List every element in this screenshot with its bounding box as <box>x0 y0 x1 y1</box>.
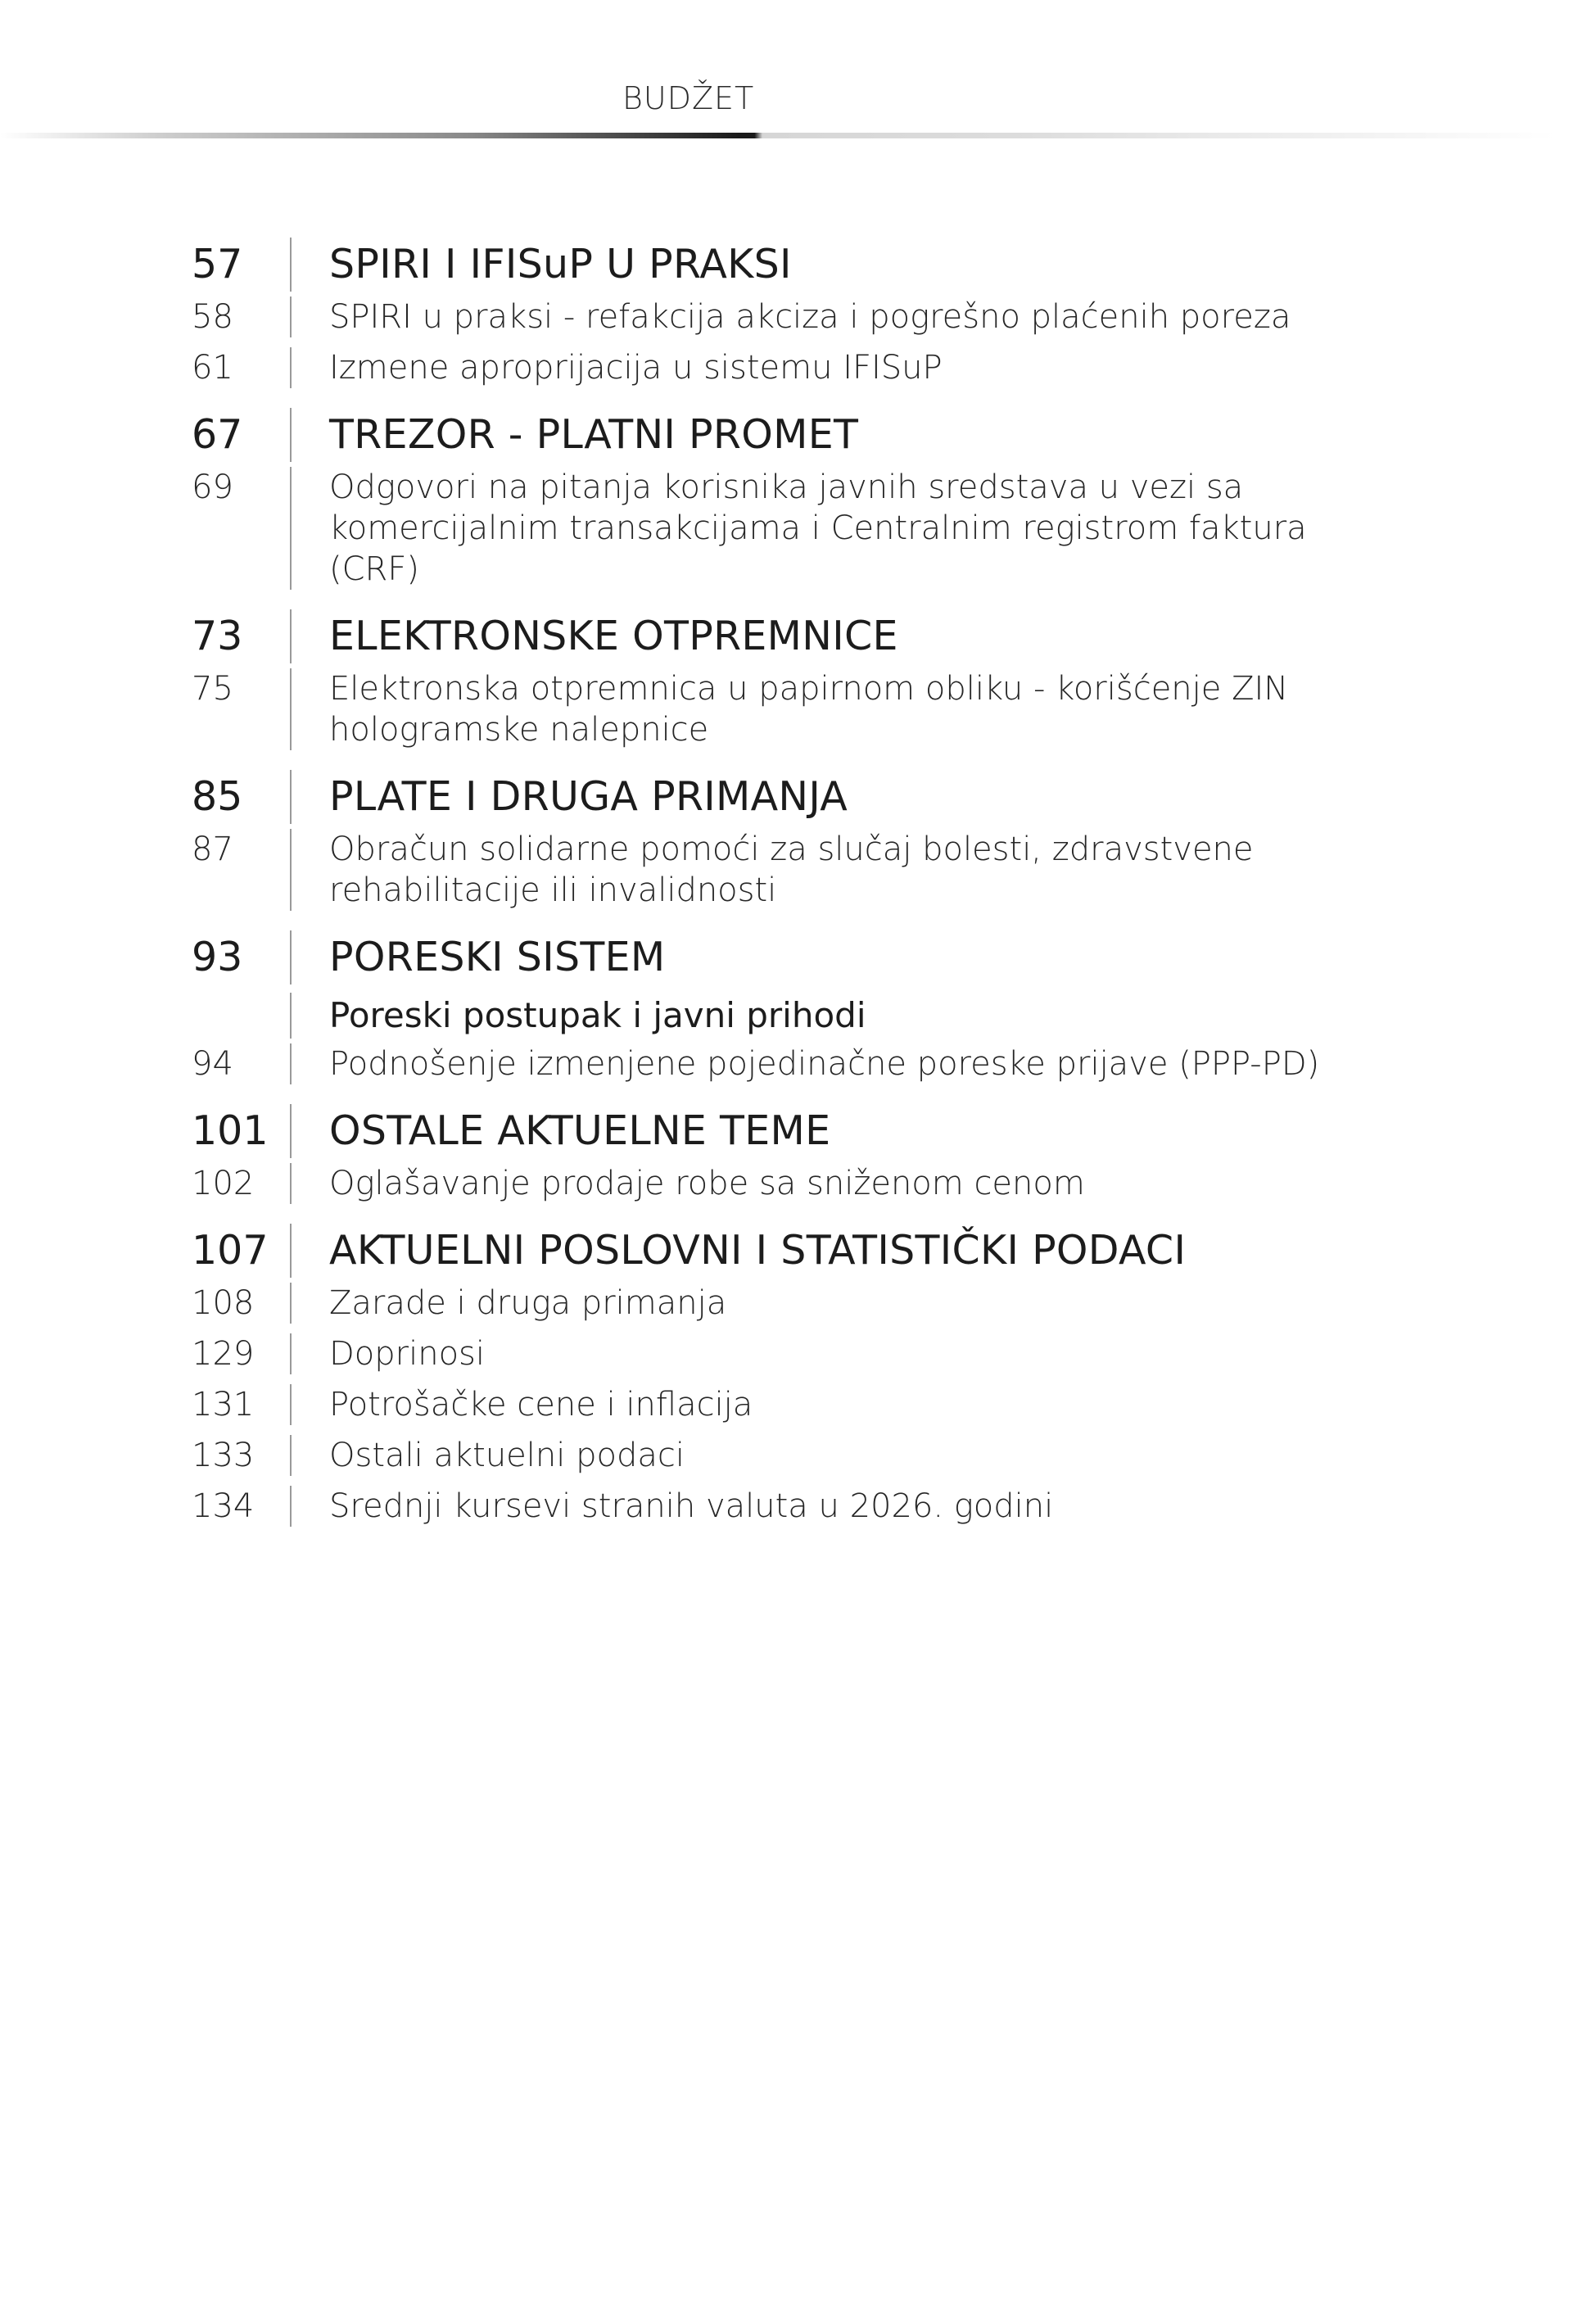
item-title: Podnošenje izmenjene pojedinačne poreske prijave (PPP-PD) <box>329 1045 1320 1083</box>
toc-item[interactable] <box>192 342 1404 393</box>
item-page-number: 108 <box>192 1284 255 1322</box>
column-separator <box>290 829 292 911</box>
item-title: Oglašavanje prodaje robe sa sniženom cenom <box>329 1165 1085 1202</box>
item-page-number: 129 <box>192 1335 255 1373</box>
column-separator <box>290 1043 292 1084</box>
toc-section <box>192 930 1404 1089</box>
page-header <box>0 0 1596 143</box>
toc-subheading <box>192 984 1404 1039</box>
item-title: Potrošačke cene i inflacija <box>329 1386 753 1424</box>
toc-item[interactable] <box>192 292 1404 342</box>
toc-section-heading[interactable] <box>192 408 1404 462</box>
header-title: BUDŽET <box>622 80 755 116</box>
toc-section <box>192 1104 1404 1209</box>
column-separator <box>290 1435 292 1476</box>
column-separator <box>290 296 292 337</box>
column-separator <box>290 347 292 388</box>
column-separator <box>290 1333 292 1374</box>
toc-item[interactable] <box>192 1481 1404 1532</box>
toc-section-heading[interactable] <box>192 238 1404 292</box>
toc-section-heading[interactable] <box>192 1104 1404 1158</box>
item-page-number: 134 <box>192 1487 255 1525</box>
item-page-number: 75 <box>192 670 233 708</box>
header-rule <box>0 133 1556 138</box>
column-separator <box>290 467 292 590</box>
section-page-number: 73 <box>192 613 243 659</box>
toc-item[interactable] <box>192 1328 1404 1379</box>
section-page-number: 101 <box>192 1107 269 1154</box>
toc-section <box>192 609 1404 755</box>
item-title: Odgovori na pitanja korisnika javnih sredstava u vezi sa komercijalnim transakcijama i Centralnim registrom faktura (CRF) <box>329 468 1307 588</box>
section-title: TREZOR - PLATNI PROMET <box>329 411 859 458</box>
column-separator <box>290 930 292 984</box>
toc-item[interactable] <box>192 462 1404 595</box>
section-page-number: 107 <box>192 1227 269 1274</box>
toc-section-heading[interactable] <box>192 770 1404 824</box>
toc-item[interactable] <box>192 663 1404 755</box>
item-page-number: 69 <box>192 468 233 506</box>
column-separator <box>290 1283 292 1324</box>
toc-item[interactable] <box>192 824 1404 916</box>
section-title: ELEKTRONSKE OTPREMNICE <box>329 613 898 659</box>
item-page-number: 102 <box>192 1165 255 1202</box>
item-page-number: 61 <box>192 349 233 387</box>
section-title: SPIRI I IFISuP U PRAKSI <box>329 241 792 287</box>
toc-section <box>192 238 1404 393</box>
item-title: Ostali aktuelni podaci <box>329 1437 685 1474</box>
toc-section-heading[interactable] <box>192 1224 1404 1278</box>
column-separator <box>290 1384 292 1425</box>
item-title: Obračun solidarne pomoći za slučaj bolesti, zdravstvene rehabilitacije ili invalidnosti <box>329 831 1254 909</box>
toc-item[interactable] <box>192 1278 1404 1328</box>
column-separator <box>290 770 292 824</box>
toc-section-heading[interactable] <box>192 609 1404 663</box>
toc-section <box>192 408 1404 595</box>
column-separator <box>290 993 292 1039</box>
section-page-number: 67 <box>192 411 243 458</box>
column-separator <box>290 1224 292 1278</box>
column-separator <box>290 609 292 663</box>
section-page-number: 57 <box>192 241 243 287</box>
column-separator <box>290 408 292 462</box>
section-title: PLATE I DRUGA PRIMANJA <box>329 773 848 820</box>
column-separator <box>290 668 292 750</box>
item-page-number: 133 <box>192 1437 255 1474</box>
column-separator <box>290 1104 292 1158</box>
toc-item[interactable] <box>192 1379 1404 1430</box>
toc-section <box>192 770 1404 916</box>
item-page-number: 87 <box>192 831 233 868</box>
column-separator <box>290 238 292 292</box>
item-page-number: 94 <box>192 1045 233 1083</box>
item-title: Elektronska otpremnica u papirnom obliku - korišćenje ZIN hologramske nalepnice <box>329 670 1289 749</box>
item-title: Doprinosi <box>329 1335 485 1373</box>
item-title: Srednji kursevi stranih valuta u 2026. godini <box>329 1487 1054 1525</box>
item-title: Zarade i druga primanja <box>329 1284 727 1322</box>
section-title: AKTUELNI POSLOVNI I STATISTIČKI PODACI <box>329 1227 1187 1274</box>
item-title: Izmene aproprijacija u sistemu IFISuP <box>329 349 943 387</box>
toc-item[interactable] <box>192 1158 1404 1209</box>
section-page-number: 85 <box>192 773 243 820</box>
column-separator <box>290 1163 292 1204</box>
item-title: SPIRI u praksi - refakcija akciza i pogrešno plaćenih poreza <box>329 298 1291 336</box>
subheading-title: Poreski postupak i javni prihodi <box>329 995 866 1035</box>
toc-item[interactable] <box>192 1430 1404 1481</box>
item-page-number: 58 <box>192 298 233 336</box>
section-title: PORESKI SISTEM <box>329 934 666 980</box>
section-page-number: 93 <box>192 934 243 980</box>
toc-section <box>192 1224 1404 1532</box>
toc-item[interactable] <box>192 1039 1404 1089</box>
section-title: OSTALE AKTUELNE TEME <box>329 1107 831 1154</box>
toc-section-heading[interactable] <box>192 930 1404 984</box>
column-separator <box>290 1486 292 1527</box>
table-of-contents <box>192 238 1404 1532</box>
item-page-number: 131 <box>192 1386 255 1424</box>
